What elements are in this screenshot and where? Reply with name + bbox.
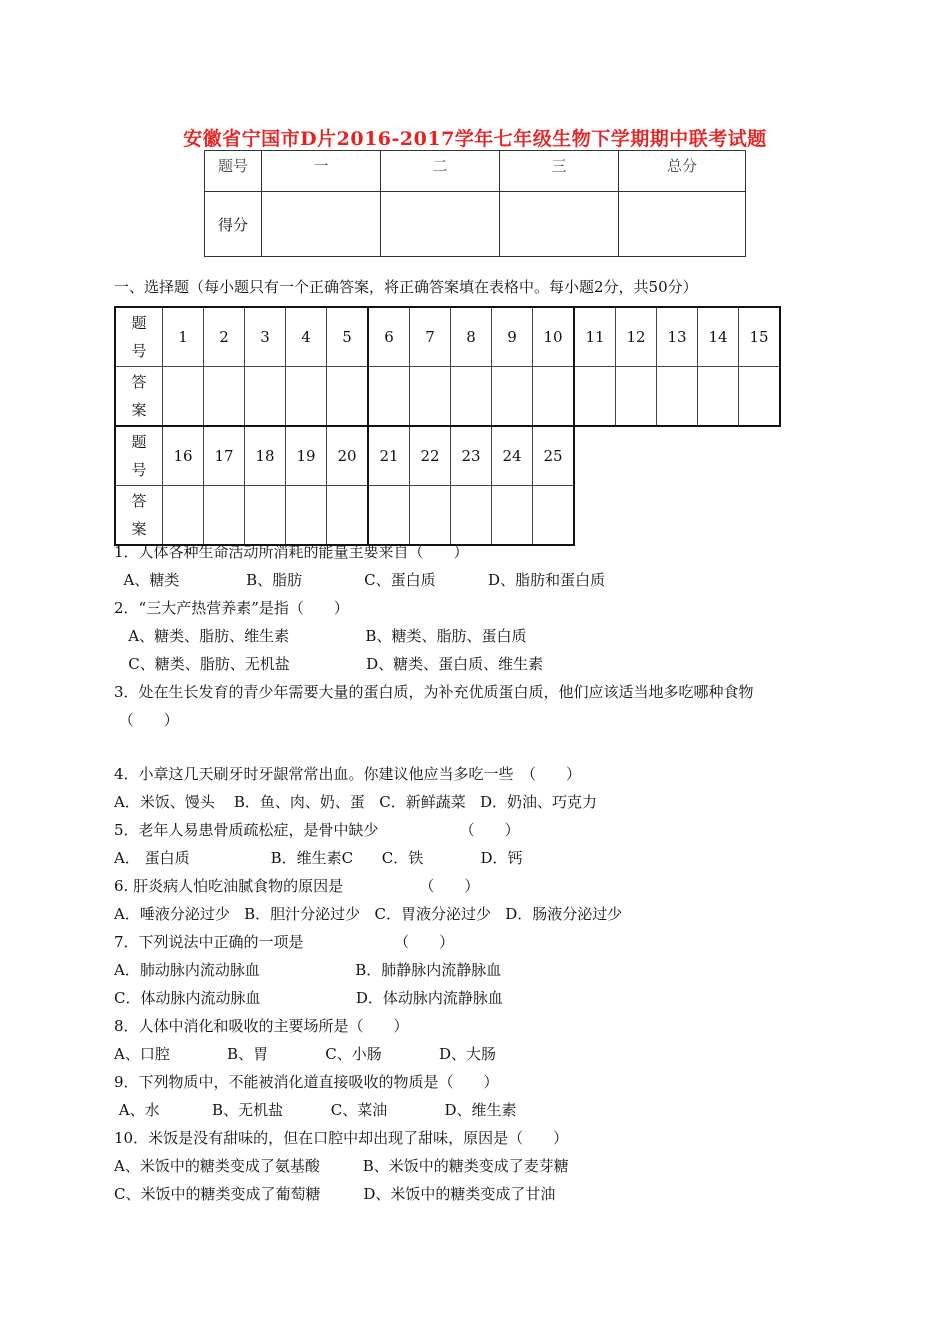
- question-line: A．唾液分泌过少 B．胆汁分泌过少 C．胃液分泌过少 D．肠液分泌过少: [114, 905, 623, 923]
- question-number-cell: 17: [204, 426, 245, 486]
- question-line: 2．“三大产热营养素”是指（ ）: [114, 599, 349, 617]
- question-number-cell: 19: [286, 426, 327, 486]
- question-number-cell: 3: [245, 307, 286, 367]
- question-line: 9．下列物质中，不能被消化道直接吸收的物质是（ ）: [114, 1073, 499, 1091]
- answer-cell: [368, 367, 410, 427]
- answer-cell: [204, 367, 245, 427]
- question-line: A．肺动脉内流动脉血 B．肺静脉内流静脉血: [114, 961, 502, 979]
- question-number-cell: 14: [698, 307, 739, 367]
- empty-cell: [574, 426, 616, 486]
- question-number-cell: 23: [451, 426, 492, 486]
- question-number-cell: 9: [492, 307, 533, 367]
- answer-cell: [163, 486, 204, 546]
- answer-table-label: 题 号: [115, 307, 163, 367]
- question-line: 1．人体各种生命活动所消耗的能量主要来自（ ）: [114, 543, 469, 561]
- score-row-label: 得分: [205, 192, 262, 257]
- question-line: 6. 肝炎病人怕吃油腻食物的原因是 （ ）: [114, 877, 480, 895]
- answer-cell: [327, 367, 369, 427]
- question-number-cell: 18: [245, 426, 286, 486]
- score-header: 三: [500, 151, 619, 192]
- score-header: 总分: [619, 151, 746, 192]
- answer-cell: [245, 486, 286, 546]
- answer-cell: [286, 367, 327, 427]
- question-line: 4．小章这几天刷牙时牙龈常常出血。你建议他应当多吃一些 （ ）: [114, 765, 582, 783]
- answer-cell: [533, 367, 575, 427]
- question-number-cell: 20: [327, 426, 369, 486]
- empty-cell: [657, 426, 698, 486]
- answer-cell: [410, 367, 451, 427]
- exam-title: 安徽省宁国市D片2016-2017学年七年级生物下学期期中联考试题: [183, 128, 767, 150]
- empty-cell: [739, 486, 781, 546]
- question-line: 7．下列说法中正确的一项是 （ ）: [114, 933, 455, 951]
- answer-cell: [286, 486, 327, 546]
- question-line: A、米饭中的糖类变成了氨基酸 B、米饭中的糖类变成了麦芽糖: [114, 1157, 569, 1175]
- question-line: （ ）: [114, 711, 179, 729]
- score-header: 一: [262, 151, 381, 192]
- answer-table: [114, 306, 781, 546]
- question-number-cell: 7: [410, 307, 451, 367]
- question-number-cell: 6: [368, 307, 410, 367]
- question-number-cell: 8: [451, 307, 492, 367]
- question-line: 5．老年人易患骨质疏松症，是骨中缺少 （ ）: [114, 821, 520, 839]
- question-number-cell: 1: [163, 307, 204, 367]
- answer-cell: [204, 486, 245, 546]
- answer-cell: [451, 486, 492, 546]
- answer-cell: [574, 367, 616, 427]
- answer-cell: [245, 367, 286, 427]
- empty-cell: [616, 426, 657, 486]
- score-cell: [619, 192, 746, 257]
- question-number-cell: 25: [533, 426, 575, 486]
- question-line: A、口腔 B、胃 C、小肠 D、大肠: [114, 1045, 497, 1063]
- question-line: A、糖类、脂肪、维生素 B、糖类、脂肪、蛋白质: [114, 627, 527, 645]
- answer-cell: [698, 367, 739, 427]
- question-line: C、米饭中的糖类变成了葡萄糖 D、米饭中的糖类变成了甘油: [114, 1185, 556, 1203]
- empty-cell: [698, 426, 739, 486]
- answer-table-label: 题 号: [115, 426, 163, 486]
- empty-cell: [698, 486, 739, 546]
- question-line: C．体动脉内流动脉血 D．体动脉内流静脉血: [114, 989, 503, 1007]
- question-number-cell: 24: [492, 426, 533, 486]
- answer-cell: [739, 367, 781, 427]
- score-table: [204, 150, 746, 257]
- question-number-cell: 16: [163, 426, 204, 486]
- empty-cell: [657, 486, 698, 546]
- question-line: A． 蛋白质 B．维生素C C．铁 D．钙: [114, 849, 523, 867]
- question-number-cell: 2: [204, 307, 245, 367]
- question-number-cell: 10: [533, 307, 575, 367]
- answer-cell: [492, 486, 533, 546]
- section-heading: 一、选择题（每小题只有一个正确答案，将正确答案填在表格中。每小题2分，共50分）: [114, 278, 698, 296]
- question-number-cell: 4: [286, 307, 327, 367]
- answer-cell: [327, 486, 369, 546]
- question-number-cell: 21: [368, 426, 410, 486]
- empty-cell: [574, 486, 616, 546]
- answer-cell: [410, 486, 451, 546]
- question-line: 8．人体中消化和吸收的主要场所是（ ）: [114, 1017, 409, 1035]
- score-cell: [500, 192, 619, 257]
- question-number-cell: 5: [327, 307, 369, 367]
- answer-cell: [368, 486, 410, 546]
- answer-cell: [533, 486, 575, 546]
- answer-cell: [616, 367, 657, 427]
- question-number-cell: 22: [410, 426, 451, 486]
- question-line: C、糖类、脂肪、无机盐 D、糖类、蛋白质、维生素: [114, 655, 544, 673]
- empty-cell: [616, 486, 657, 546]
- answer-cell: [492, 367, 533, 427]
- question-number-cell: 13: [657, 307, 698, 367]
- empty-cell: [739, 426, 781, 486]
- score-cell: [381, 192, 500, 257]
- question-line: 3．处在生长发育的青少年需要大量的蛋白质，为补充优质蛋白质，他们应该适当地多吃哪种食物: [114, 683, 754, 701]
- question-line: 10．米饭是没有甜味的，但在口腔中却出现了甜味，原因是（ ）: [114, 1129, 569, 1147]
- question-line: A、水 B、无机盐 C、菜油 D、维生素: [114, 1101, 517, 1119]
- answer-cell: [451, 367, 492, 427]
- answer-table-label: 答 案: [115, 486, 163, 546]
- score-header: 题号: [205, 151, 262, 192]
- question-number-cell: 12: [616, 307, 657, 367]
- answer-cell: [657, 367, 698, 427]
- answer-table-label: 答 案: [115, 367, 163, 427]
- question-number-cell: 15: [739, 307, 781, 367]
- answer-cell: [163, 367, 204, 427]
- question-line: A、糖类 B、脂肪 C、蛋白质 D、脂肪和蛋白质: [114, 571, 606, 589]
- question-line: A．米饭、馒头 B．鱼、肉、奶、蛋 C．新鲜蔬菜 D．奶油、巧克力: [114, 793, 598, 811]
- score-header: 二: [381, 151, 500, 192]
- question-number-cell: 11: [574, 307, 616, 367]
- score-cell: [262, 192, 381, 257]
